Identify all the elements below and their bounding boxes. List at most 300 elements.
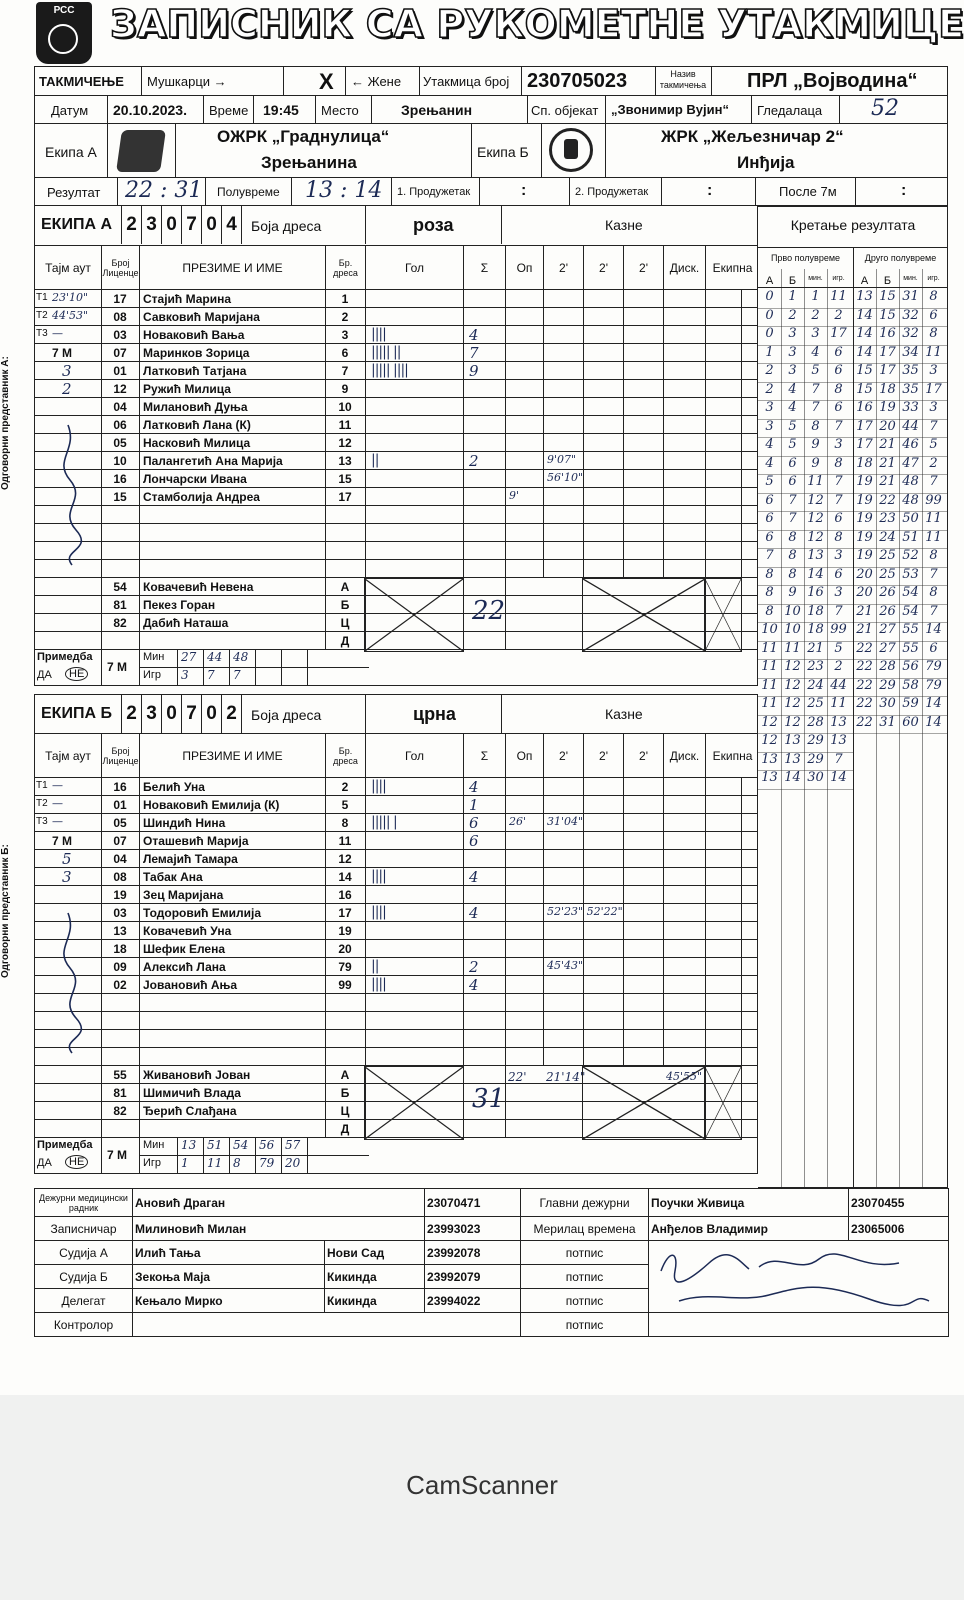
controller-name <box>133 1313 521 1337</box>
cell-divider <box>741 832 742 849</box>
timeout-index: T2 <box>36 310 48 321</box>
divider <box>365 695 366 733</box>
score-flow-cell: 7 <box>834 603 843 619</box>
cell-divider <box>705 524 706 541</box>
divider <box>177 1138 178 1173</box>
score-flow-cell: 30 <box>807 770 824 785</box>
cell-divider <box>543 1030 544 1047</box>
cell-divider <box>463 994 464 1011</box>
cell-divider <box>139 832 140 849</box>
cell-divider <box>325 1030 326 1047</box>
score-flow-cell: 6 <box>929 307 938 323</box>
score-flow-cell: 2 <box>788 307 797 323</box>
cell-divider <box>139 596 140 613</box>
score-flow-cell: 11 <box>761 696 778 711</box>
cell-divider <box>543 542 544 559</box>
first-half-label: Прво полувреме <box>770 253 841 263</box>
column-header-two3: 2' <box>623 734 663 777</box>
cell-divider <box>365 886 366 903</box>
cell-divider <box>101 796 102 813</box>
cell-divider <box>583 380 584 397</box>
score-flow-cell: 11 <box>830 696 847 711</box>
cell-divider <box>463 1030 464 1047</box>
player-row <box>34 560 758 578</box>
cell-divider <box>623 1030 624 1047</box>
player-row <box>34 452 758 470</box>
cell-divider <box>543 362 544 379</box>
goal-sum: 2 <box>469 452 479 470</box>
cell-divider <box>101 344 102 361</box>
cell-divider <box>663 452 664 469</box>
player-name: Савковић Маријана <box>143 310 260 324</box>
score-flow-cell: 11 <box>925 529 942 545</box>
cell-divider <box>623 362 624 379</box>
score-flow-cell: 30 <box>879 696 896 711</box>
license-number: 08 <box>113 310 127 324</box>
license-number: 16 <box>113 472 127 486</box>
cell-divider <box>365 1030 366 1047</box>
score-flow-cell: 19 <box>856 548 873 563</box>
cell-divider <box>623 976 624 993</box>
timeout-index: T1 <box>36 780 48 791</box>
cell-divider <box>505 308 506 325</box>
timeout-value: — <box>52 779 63 792</box>
cell-divider <box>741 488 742 505</box>
cell-divider <box>705 976 706 993</box>
timer-number: 23065006 <box>849 1217 949 1241</box>
official-letter: Ц <box>340 616 350 630</box>
score-flow-cell: 22 <box>879 492 896 508</box>
score-flow-cell: 7 <box>929 566 938 582</box>
delegate-city: Кикинда <box>325 1289 425 1313</box>
player-row <box>34 326 758 344</box>
cell-divider <box>505 542 506 559</box>
cell-divider <box>365 796 366 813</box>
column-header-jersey: Бр. дреса <box>325 734 365 777</box>
cell-divider <box>463 398 464 415</box>
score-flow-cell: 8 <box>929 548 938 563</box>
score-flow-cell: 4 <box>765 455 774 471</box>
score-flow-cell: 24 <box>807 677 824 693</box>
player-row <box>34 470 758 488</box>
goal-sum: 4 <box>469 326 479 344</box>
score-flow-cell: 8 <box>788 548 797 563</box>
divider <box>229 650 230 685</box>
official-license: 81 <box>113 598 127 612</box>
score-flow-cell: 79 <box>925 677 942 693</box>
goal-tally: |||| <box>371 326 386 342</box>
player-row <box>34 958 758 976</box>
cell-divider <box>139 1030 140 1047</box>
cell-divider <box>623 326 624 343</box>
official-license: 55 <box>113 1068 127 1082</box>
cell-divider <box>505 922 506 939</box>
score-flow-cell: 0 <box>765 307 774 323</box>
column-header-sum: Σ <box>463 734 505 777</box>
license-number: 05 <box>113 436 127 450</box>
cell-divider <box>505 560 506 577</box>
rss-logo <box>36 2 92 64</box>
official-name: Живановић Јован <box>143 1068 251 1082</box>
suspension-time: 52'23" 52'22" <box>547 905 623 918</box>
seven-m-value: 5 <box>62 850 72 868</box>
cell-divider <box>139 958 140 975</box>
divider <box>521 67 522 95</box>
score-flow-cell: 12 <box>761 733 778 748</box>
row-line <box>853 733 948 734</box>
cell-divider <box>741 1012 742 1029</box>
cell-divider <box>505 1012 506 1029</box>
score-flow-cell: 11 <box>761 659 778 674</box>
extra-time-1-label: 1. Продужетак <box>397 186 471 198</box>
cell-divider <box>101 850 102 867</box>
player-name: Белић Уна <box>143 780 205 794</box>
score-flow-cell: 11 <box>807 474 824 489</box>
license-number: 10 <box>113 454 127 468</box>
cell-divider <box>543 814 544 831</box>
score-flow-cell: 3 <box>834 585 843 600</box>
cell-divider <box>463 850 464 867</box>
official-letter: Д <box>340 634 350 648</box>
score-flow-cell: 25 <box>879 566 896 582</box>
cell-divider <box>663 922 664 939</box>
cell-divider <box>101 326 102 343</box>
score-flow-cell: 8 <box>765 566 774 582</box>
score-flow-cell: 8 <box>765 603 774 619</box>
cell-divider <box>139 362 140 379</box>
scorer-label: Записничар <box>35 1217 133 1241</box>
cell-divider <box>583 850 584 867</box>
cell-divider <box>463 778 464 795</box>
team-code-digit: 0 <box>161 695 181 733</box>
cell-divider <box>365 398 366 415</box>
cell-divider <box>741 922 742 939</box>
column-header-timeout: Тајм аут <box>45 748 91 763</box>
cell-divider <box>365 308 366 325</box>
divider <box>655 67 656 95</box>
cell-divider <box>705 814 706 831</box>
jersey-number: 9 <box>341 382 349 396</box>
column-header-sum: Σ <box>463 246 505 289</box>
score-flow-cell: 6 <box>765 511 774 526</box>
goal-sum: 4 <box>469 976 479 994</box>
cell-divider <box>663 542 664 559</box>
score-flow-cell: 7 <box>834 751 843 767</box>
player-name: Палангетић Ана Марија <box>143 454 283 468</box>
score-flow-cell: 3 <box>834 548 843 563</box>
goal-sum: 6 <box>469 814 479 832</box>
team-code-digit: 2 <box>221 695 241 733</box>
seven-m-minute: 57 <box>285 1138 301 1152</box>
cell-divider <box>505 796 506 813</box>
cell-divider <box>583 1048 584 1065</box>
score-flow-cell: 7 <box>834 474 843 489</box>
cell-divider <box>741 796 742 813</box>
license-number: 18 <box>113 942 127 956</box>
cell-divider <box>543 922 544 939</box>
cell-divider <box>505 976 506 993</box>
cell-divider <box>543 940 544 957</box>
seven-m-minute: 13 <box>181 1138 197 1152</box>
note-no: НЕ <box>65 667 88 681</box>
cell-divider <box>543 434 544 451</box>
jersey-color-label: Боја дреса <box>251 707 322 723</box>
teams-row <box>34 124 948 178</box>
official-letter: А <box>340 580 350 594</box>
team-code-label: ЕКИПА Б <box>41 705 112 722</box>
license-number: 19 <box>113 888 127 902</box>
cell-divider <box>623 886 624 903</box>
score-flow-cell: 14 <box>856 344 873 360</box>
score-flow-cell: 20 <box>856 566 873 582</box>
score-flow-cell: 16 <box>879 326 896 341</box>
score-flow-cell: 18 <box>856 455 873 471</box>
score-flow-cell: 21 <box>807 640 824 656</box>
score-flow-cell: 13 <box>761 751 778 767</box>
jersey-number: 7 <box>341 364 349 378</box>
score-flow-cell: 32 <box>902 326 919 341</box>
divider <box>101 1138 102 1173</box>
cell-divider <box>705 886 706 903</box>
cell-divider <box>583 1012 584 1029</box>
jersey-number: 10 <box>338 400 352 414</box>
score-flow-cell: 3 <box>788 326 797 341</box>
seven-m-player: 8 <box>233 1156 241 1170</box>
cell-divider <box>741 814 742 831</box>
team-header-row <box>34 694 758 734</box>
cell-divider <box>505 814 506 831</box>
goal-sum: 4 <box>469 778 479 796</box>
team-header-row <box>34 206 758 246</box>
suspension-time: 56'10" <box>547 471 584 484</box>
cell-divider <box>543 868 544 885</box>
cell-divider <box>663 1012 664 1029</box>
official-warning: 22' <box>508 1070 527 1084</box>
cell-divider <box>543 344 544 361</box>
score-flow-cell: 26 <box>879 603 896 619</box>
team-code-digit: 0 <box>201 695 221 733</box>
cell-divider <box>705 940 706 957</box>
flow-col-first-col_b: Б <box>788 275 797 287</box>
cell-divider <box>623 560 624 577</box>
warning-time: 26' <box>509 815 527 828</box>
cell-divider <box>623 308 624 325</box>
cell-divider <box>463 524 464 541</box>
cell-divider <box>505 344 506 361</box>
cell-divider <box>705 832 706 849</box>
cell-divider <box>663 380 664 397</box>
cell-divider <box>139 524 140 541</box>
cell-divider <box>365 380 366 397</box>
competition-name-label: Назив такмичења <box>659 69 707 90</box>
jersey-number: 1 <box>341 292 349 306</box>
seven-m-minute: 56 <box>259 1138 275 1152</box>
medic-label: Дежурни медицински радник <box>35 1189 133 1217</box>
flow-col-second-col_igr: игр. <box>927 275 940 282</box>
cell-divider <box>505 506 506 523</box>
cell-divider <box>705 506 706 523</box>
score-flow-cell: 6 <box>765 529 774 545</box>
competition-label: ТАКМИЧЕЊЕ <box>39 74 124 89</box>
cell-divider <box>623 488 624 505</box>
score-flow-cell: 1 <box>765 344 774 360</box>
cell-divider <box>663 308 664 325</box>
cell-divider <box>663 994 664 1011</box>
score-flow-cell: 29 <box>807 733 824 748</box>
cell-divider <box>505 470 506 487</box>
cell-divider <box>505 632 506 649</box>
cell-divider <box>663 362 664 379</box>
cell-divider <box>623 416 624 433</box>
handball-icon <box>48 24 78 54</box>
cell-divider <box>101 380 102 397</box>
referee-b-sign-label: потпис <box>521 1265 649 1289</box>
cell-divider <box>101 1048 102 1065</box>
license-number: 05 <box>113 816 127 830</box>
cell-divider <box>583 940 584 957</box>
note-row <box>34 1138 758 1174</box>
divider <box>922 269 923 1187</box>
cell-divider <box>365 524 366 541</box>
seven-m-value: 2 <box>62 380 72 398</box>
cell-divider <box>139 1102 140 1119</box>
jersey-number: 3 <box>341 328 349 342</box>
cell-divider <box>365 290 366 307</box>
cell-divider <box>101 1102 102 1119</box>
player-name: Лемајић Тамара <box>143 852 238 866</box>
score-flow-cell: 21 <box>879 437 896 452</box>
cell-divider <box>543 560 544 577</box>
score-flow-title: Кретање резултата <box>790 217 916 233</box>
score-flow-cell: 17 <box>856 437 873 452</box>
jersey-number: 6 <box>341 346 349 360</box>
player-row <box>34 524 758 542</box>
official-letter: Б <box>340 598 350 612</box>
score-flow-cell: 53 <box>902 566 919 582</box>
cell-divider <box>463 886 464 903</box>
cell-divider <box>101 1030 102 1047</box>
flow-col-second-col_b: Б <box>883 275 892 287</box>
note-no: НЕ <box>65 1155 88 1169</box>
cell-divider <box>543 452 544 469</box>
score-flow-cell: 5 <box>765 474 774 489</box>
license-number: 01 <box>113 798 127 812</box>
cell-divider <box>705 290 706 307</box>
cell-divider <box>741 1030 742 1047</box>
score-flow-cell: 6 <box>788 474 797 489</box>
note-yes: ДА <box>37 1157 52 1169</box>
score-flow-cell: 22 <box>856 714 873 730</box>
cell-divider <box>705 850 706 867</box>
cell-divider <box>623 994 624 1011</box>
seven-m-player: 1 <box>181 1156 189 1170</box>
cell-divider <box>139 560 140 577</box>
cell-divider <box>583 922 584 939</box>
score-flow-cell: 3 <box>788 344 797 360</box>
seven-m-minute: 48 <box>233 650 249 664</box>
score-flow-cell: 19 <box>856 492 873 508</box>
column-header-expel: Екипна <box>705 246 759 289</box>
extra-time-1-score: : <box>521 182 527 199</box>
seven-m-row-label: 7 М <box>107 660 128 674</box>
cell-divider <box>101 1066 102 1083</box>
score-flow-cell: 10 <box>784 603 801 619</box>
official-letter: Д <box>340 1122 350 1136</box>
score-flow-cell: 18 <box>807 622 824 637</box>
seven-m-player: 7 <box>233 668 241 682</box>
divider <box>345 67 346 95</box>
cell-divider <box>101 994 102 1011</box>
cell-divider <box>623 470 624 487</box>
cell-divider <box>583 976 584 993</box>
cell-divider <box>705 778 706 795</box>
cell-divider <box>463 380 464 397</box>
referee-a-number: 23992078 <box>425 1241 521 1265</box>
match-number-label: Утакмица број <box>423 74 510 89</box>
divider <box>899 269 900 1187</box>
flow-col-second-col_min: мин. <box>903 275 918 282</box>
medic-name: Ановић Драган <box>133 1189 425 1217</box>
seven-m-player: 11 <box>207 1156 223 1170</box>
cell-divider <box>101 940 102 957</box>
player-row <box>34 904 758 922</box>
cell-divider <box>741 380 742 397</box>
min-label: Мин <box>143 651 165 663</box>
score-flow-cell: 1 <box>811 289 820 304</box>
cell-divider <box>463 976 464 993</box>
signatures-area <box>649 1241 949 1313</box>
cell-divider <box>705 380 706 397</box>
score-flow-cell: 5 <box>788 418 797 434</box>
score-flow-cell: 3 <box>929 363 938 378</box>
cell-divider <box>583 506 584 523</box>
score-flow-cell: 13 <box>856 289 873 304</box>
flow-col-first-col_min: мин. <box>808 275 823 282</box>
score-flow-cell: 3 <box>811 326 820 341</box>
cell-divider <box>741 506 742 523</box>
official-name: Ђерић Слађана <box>143 1104 237 1118</box>
player-name: Ружић Милица <box>143 382 231 396</box>
score-flow-cell: 3 <box>929 400 938 415</box>
divider <box>229 1138 230 1173</box>
score-flow-cell: 28 <box>807 714 824 730</box>
player-name: Шефик Елена <box>143 942 226 956</box>
license-number: 16 <box>113 780 127 794</box>
cell-divider <box>505 886 506 903</box>
cell-divider <box>101 416 102 433</box>
cell-divider <box>325 524 326 541</box>
handwritten-signatures <box>649 1241 939 1313</box>
goal-tally: ||||| | <box>371 814 397 830</box>
cell-divider <box>101 506 102 523</box>
cell-divider <box>543 326 544 343</box>
player-row <box>34 832 758 850</box>
cell-divider <box>543 886 544 903</box>
cell-divider <box>741 326 742 343</box>
cell-divider <box>583 308 584 325</box>
cell-divider <box>741 940 742 957</box>
score-flow-cell: 22 <box>856 659 873 674</box>
score-flow-cell: 51 <box>902 529 919 545</box>
player-row <box>34 506 758 524</box>
score-flow-cell: 21 <box>856 622 873 637</box>
team-code-digit: 0 <box>201 206 221 244</box>
score-flow-cell: 8 <box>788 529 797 545</box>
player-name: Алексић Лана <box>143 960 226 974</box>
column-header-disq: Диск. <box>663 734 705 777</box>
player-name: Тодоровић Емилија <box>143 906 262 920</box>
cell-divider <box>623 380 624 397</box>
